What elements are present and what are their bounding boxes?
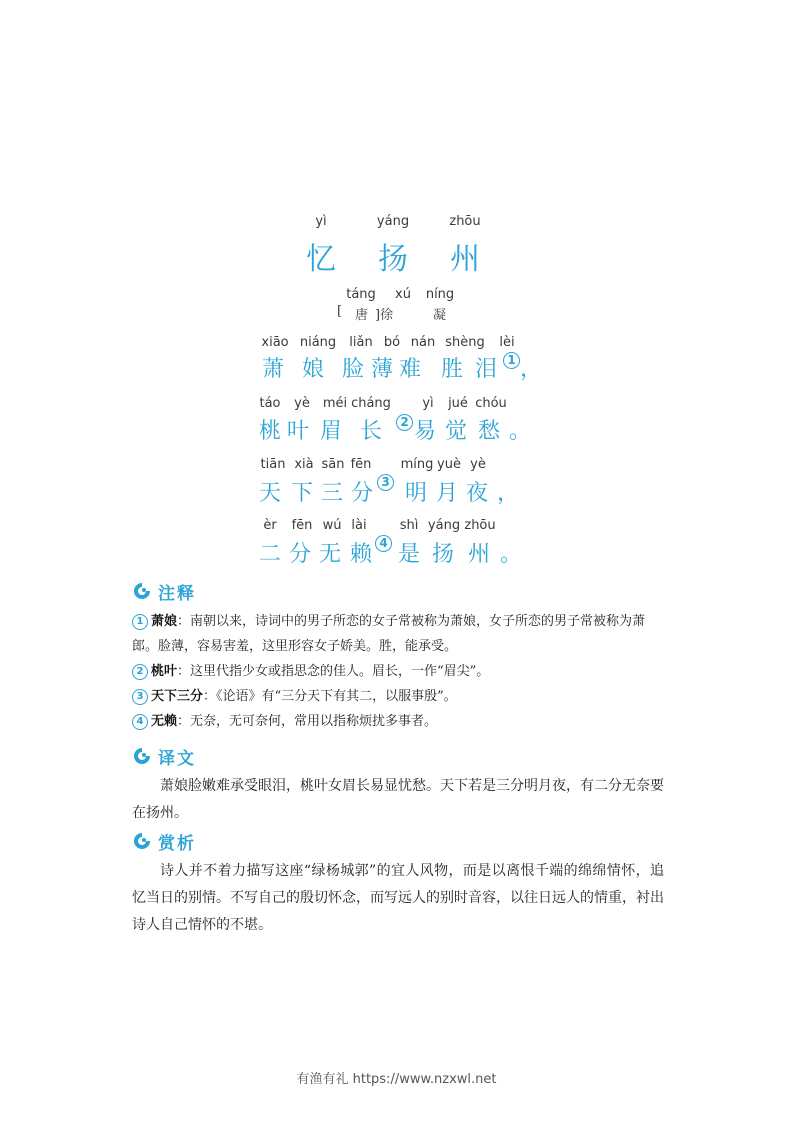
note-text: ：南朝以来，诗词中的男子所恋的女子常被称为萧娘，女子所恋的男子常被称为萧郎。脸薄，容易害羞，这里形容女子娇美。胜，能承受。	[132, 614, 646, 654]
dynasty: 唐	[355, 308, 369, 323]
punctuation: 。	[509, 419, 532, 444]
note-text: ：无奈，无可奈何，常用以指称烦扰多事者。	[177, 714, 438, 729]
line-pinyin: èr	[263, 518, 277, 533]
line-pinyin: nán	[410, 335, 436, 350]
line-pinyin: yì	[422, 396, 434, 411]
notes-title: 注释	[158, 583, 196, 604]
appreciation-text: 诗人并不着力描写这座“绿杨城郭”的宜人风物，而是以离恨千端的绵绵情怀，追忆当日的别情。不写自己的殷切怀念，而写远人的别时音容，以往日远人的情重，衬出诗人自己情怀的不堪。	[132, 863, 664, 933]
footer-watermark: 有渔有礼 https://www.nzxwl.net	[296, 1072, 497, 1087]
line-char: 薄	[370, 357, 394, 382]
note-item	[132, 609, 664, 659]
note-text: ：这里代指少女或指思念的佳人。眉长，一作“眉尖”。	[177, 664, 490, 679]
author-pinyin: níng	[425, 287, 455, 302]
line-pinyin: tiān	[260, 457, 286, 472]
line-char: 分	[288, 542, 312, 567]
annotation-mark: 3	[377, 474, 394, 491]
line-char: 天	[258, 481, 282, 506]
line-pinyin: xiāo	[261, 335, 289, 350]
line-char: 难	[398, 357, 422, 382]
notes-list	[132, 609, 664, 734]
appreciation-heading	[132, 830, 196, 852]
title-char: 州	[450, 242, 480, 277]
line-pinyin: zhōu	[464, 518, 496, 533]
note-term: 桃叶	[151, 664, 178, 679]
line-pinyin: wú	[322, 518, 342, 533]
line-char: 娘	[301, 357, 325, 382]
note-item	[132, 659, 664, 684]
line-char: 长	[359, 419, 383, 444]
line-pinyin: bó	[383, 335, 401, 350]
line-char: 夜	[465, 481, 489, 506]
line-pinyin: yáng	[427, 518, 461, 533]
title-char: 忆	[306, 242, 336, 277]
line-pinyin: shèng	[445, 335, 485, 350]
note-text: ：《论语》有“三分天下有其二，以服事殷”。	[203, 689, 457, 704]
author-pinyin: xú	[395, 287, 411, 302]
translation-text: 萧娘脸嫩难承受眼泪，桃叶女眉长易显忧愁。天下若是三分明月夜，有二分无奈要在扬州。	[132, 778, 664, 821]
line-char: 萧	[261, 357, 285, 382]
swirl-icon	[132, 746, 152, 766]
line-char: 泪	[474, 357, 498, 382]
author-bracket: [	[337, 304, 343, 319]
note-number: 1	[132, 614, 148, 630]
title-pinyin: zhōu	[449, 214, 481, 229]
line-char: 分	[350, 481, 374, 506]
annotation-mark: 4	[375, 535, 392, 552]
line-pinyin: cháng	[351, 396, 391, 411]
line-pinyin: méi	[322, 396, 348, 411]
annotation-mark: 2	[396, 414, 413, 431]
line-char: 愁	[477, 419, 501, 444]
line-pinyin: lèi	[499, 335, 515, 350]
author-name: ]徐	[375, 308, 394, 323]
note-term: 天下三分	[151, 689, 204, 704]
line-pinyin: xià	[294, 457, 314, 472]
note-term: 萧娘	[151, 614, 178, 629]
translation-heading	[132, 745, 196, 767]
line-char: 明	[404, 481, 428, 506]
line-pinyin: míng	[400, 457, 434, 472]
line-char: 眉	[319, 419, 343, 444]
line-char: 叶	[286, 419, 310, 444]
line-char: 桃	[258, 419, 282, 444]
line-pinyin: jué	[448, 396, 468, 411]
line-pinyin: yè	[470, 457, 486, 472]
line-char: 无	[318, 542, 342, 567]
line-char: 易	[413, 419, 437, 444]
line-pinyin: liǎn	[349, 335, 373, 350]
line-char: 下	[290, 481, 314, 506]
line-pinyin: fēn	[291, 518, 313, 533]
translation-title: 译文	[158, 748, 196, 769]
line-pinyin: sān	[321, 457, 345, 472]
line-char: 二	[258, 542, 282, 567]
line-char: 月	[435, 481, 459, 506]
author-name: 凝	[433, 308, 447, 323]
swirl-icon	[132, 831, 152, 851]
notes-heading	[132, 580, 196, 602]
note-number: 3	[132, 689, 148, 705]
annotation-mark: 1	[503, 352, 520, 369]
note-term: 无赖	[151, 714, 178, 729]
note-item	[132, 684, 664, 709]
line-char: 扬	[431, 542, 455, 567]
line-pinyin: chóu	[475, 396, 507, 411]
appreciation-title: 赏析	[158, 833, 196, 854]
author-pinyin: táng	[346, 287, 376, 302]
note-number: 4	[132, 714, 148, 730]
line-char: 州	[467, 542, 491, 567]
line-char: 胜	[440, 357, 464, 382]
title-pinyin: yì	[315, 214, 327, 229]
punctuation: 。	[500, 542, 523, 567]
line-pinyin: táo	[259, 396, 281, 411]
line-char: 赖	[349, 542, 373, 567]
line-pinyin: lài	[351, 518, 367, 533]
line-pinyin: fēn	[350, 457, 372, 472]
line-pinyin: yuè	[437, 457, 461, 472]
note-item	[132, 709, 664, 734]
line-pinyin: shì	[399, 518, 419, 533]
line-char: 脸	[341, 357, 365, 382]
line-char: 是	[397, 542, 421, 567]
line-pinyin: niáng	[299, 335, 337, 350]
line-pinyin: yè	[294, 396, 310, 411]
punctuation: ，	[520, 357, 543, 382]
line-char: 三	[320, 481, 344, 506]
line-char: 觉	[444, 419, 468, 444]
punctuation: ，	[497, 481, 520, 506]
title-pinyin: yáng	[376, 214, 410, 229]
title-char: 扬	[378, 242, 408, 277]
swirl-icon	[132, 581, 152, 601]
note-number: 2	[132, 664, 148, 680]
